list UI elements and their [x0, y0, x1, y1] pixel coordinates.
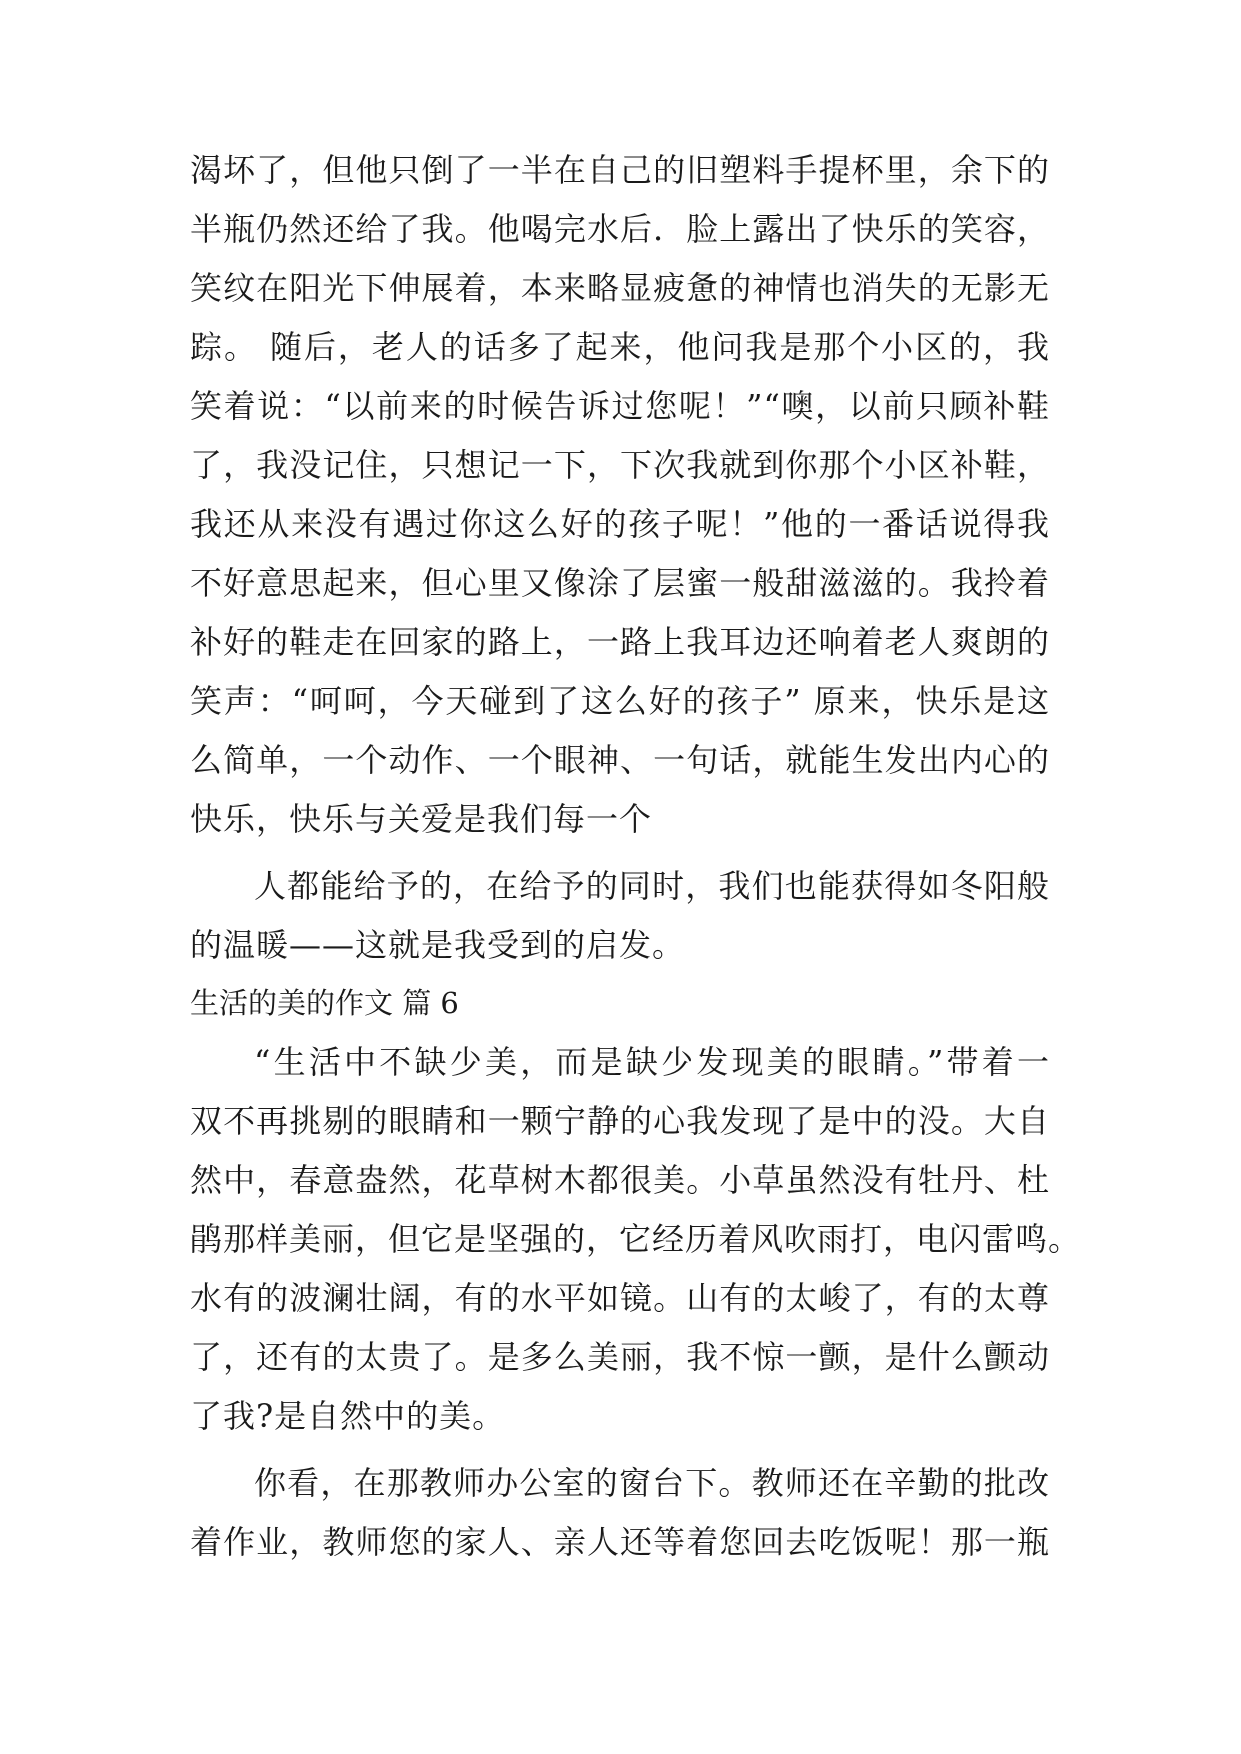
section-line-2: 双不再挑剔的眼睛和一颗宁静的心我发现了是中的没。大自 — [190, 1102, 1050, 1140]
section-line-4: 鹃那样美丽，但它是坚强的，它经历着风吹雨打，电闪雷鸣。 — [190, 1220, 1082, 1258]
section-line-1: “生活中不缺少美，而是缺少发现美的眼睛。”带着一 — [254, 1043, 1050, 1081]
closing-line-2: 着作业，教师您的家人、亲人还等着您回去吃饭呢！那一瓶 — [190, 1523, 1050, 1561]
body-line-3: 笑纹在阳光下伸展着，本来略显疲惫的神情也消失的无影无 — [190, 269, 1050, 307]
body-line-4: 踪。 随后，老人的话多了起来，他问我是那个小区的，我 — [190, 328, 1050, 366]
body-line-5: 笑着说：“以前来的时候告诉过您呢！”“噢，以前只顾补鞋 — [190, 387, 1050, 425]
section-line-7: 了我?是自然中的美。 — [190, 1397, 506, 1435]
section-line-3: 然中，春意盎然，花草树木都很美。小草虽然没有牡丹、杜 — [190, 1161, 1050, 1199]
body-line-6: 了，我没记住，只想记一下，下次我就到你那个小区补鞋， — [190, 446, 1050, 484]
closing-line-1: 你看，在那教师办公室的窗台下。教师还在辛勤的批改 — [254, 1464, 1050, 1502]
body-line-10: 笑声：“呵呵，今天碰到了这么好的孩子” 原来，快乐是这 — [190, 682, 1050, 720]
section-line-5: 水有的波澜壮阔，有的水平如镜。山有的太峻了，有的太尊 — [190, 1279, 1050, 1317]
paragraph-line-1: 人都能给予的，在给予的同时，我们也能获得如冬阳般 — [254, 867, 1050, 905]
body-line-8: 不好意思起来，但心里又像涂了层蜜一般甜滋滋的。我拎着 — [190, 564, 1050, 602]
section-heading: 生活的美的作文 篇 6 — [190, 986, 459, 1020]
body-line-12: 快乐，快乐与关爱是我们每一个 — [190, 800, 653, 838]
body-line-9: 补好的鞋走在回家的路上，一路上我耳边还响着老人爽朗的 — [190, 623, 1050, 661]
paragraph-line-2: 的温暖——这就是我受到的启发。 — [190, 926, 686, 964]
body-line-11: 么简单，一个动作、一个眼神、一句话，就能生发出内心的 — [190, 741, 1050, 779]
body-line-1: 渴坏了，但他只倒了一半在自己的旧塑料手提杯里，余下的 — [190, 151, 1050, 189]
section-line-6: 了，还有的太贵了。是多么美丽，我不惊一颤，是什么颤动 — [190, 1338, 1050, 1376]
body-line-2: 半瓶仍然还给了我。他喝完水后．脸上露出了快乐的笑容， — [190, 210, 1050, 248]
body-line-7: 我还从来没有遇过你这么好的孩子呢！”他的一番话说得我 — [190, 505, 1050, 543]
